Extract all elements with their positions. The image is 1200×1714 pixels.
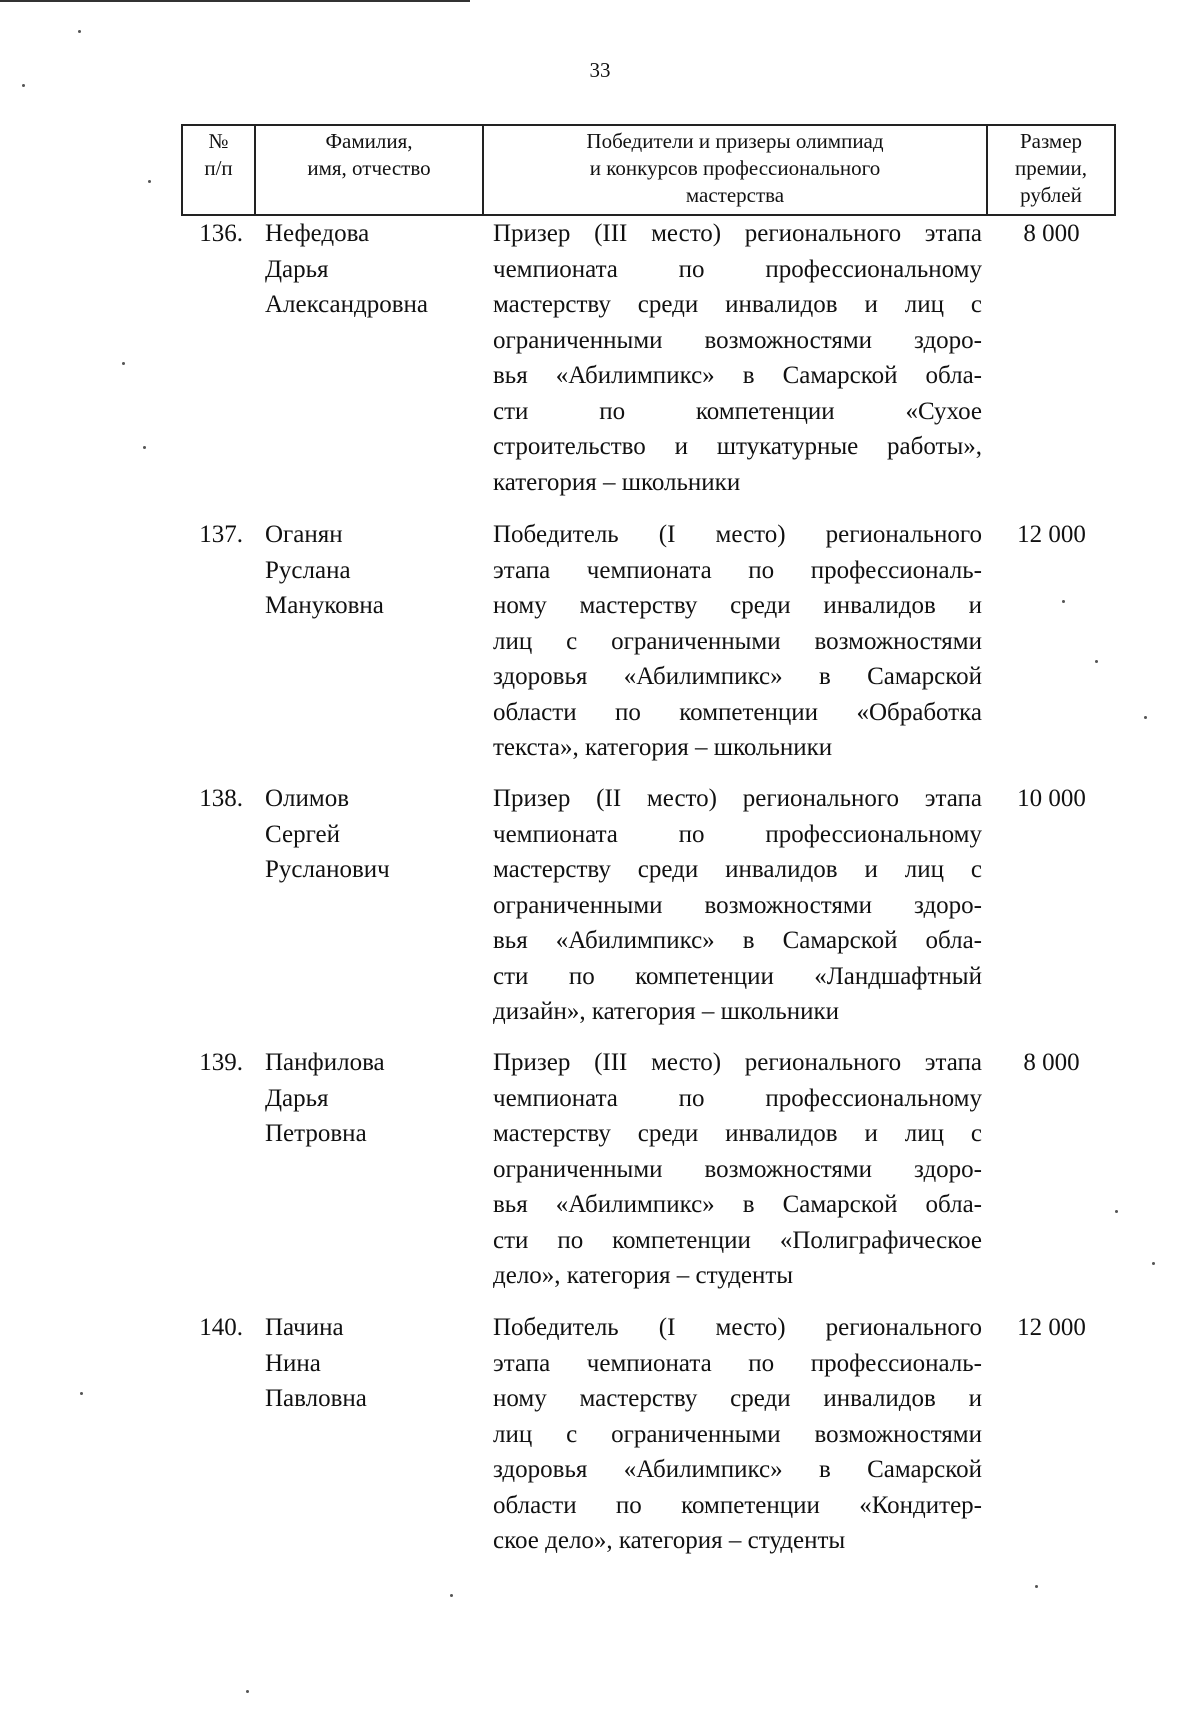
- description-line: чемпионата по профессиональному: [493, 255, 982, 283]
- description-line: Призер (III место) регионального этапа: [493, 1049, 982, 1076]
- first-name: Сергей: [265, 820, 340, 848]
- description-line: вья «Абилимпикс» в Самарской обла-: [493, 1191, 982, 1218]
- description-line: ограниченными возможностями здоро-: [493, 891, 982, 919]
- header-winners-line: мастерства: [685, 183, 785, 207]
- scan-speck: [148, 180, 151, 183]
- header-winners: [483, 125, 987, 215]
- row-full-name: [265, 781, 475, 888]
- scan-speck: [1062, 600, 1065, 603]
- header-number: [182, 125, 255, 215]
- header-full-name-line: имя, отчество: [307, 156, 431, 180]
- description-line: сти по компетенции «Сухое: [493, 397, 982, 425]
- row-prize-amount: 8 000: [1023, 1049, 1080, 1076]
- first-name: Нина: [265, 1349, 321, 1377]
- scan-speck: [22, 84, 25, 87]
- description-line: лиц с ограниченными возможностями: [493, 627, 982, 655]
- patronymic: Александровна: [265, 291, 429, 318]
- description-line: лиц с ограниченными возможностями: [493, 1420, 982, 1448]
- surname: Оганян: [265, 521, 343, 548]
- description-line: чемпионата по профессиональному: [493, 1084, 982, 1112]
- description-line: текста», категория – школьники: [493, 734, 833, 761]
- description-line: вья «Абилимпикс» в Самарской обла-: [493, 927, 982, 954]
- scan-speck: [143, 446, 146, 449]
- scan-speck: [1095, 660, 1098, 663]
- scan-speck: [450, 1594, 453, 1597]
- description-line: этапа чемпионата по профессиональ-: [493, 556, 982, 584]
- header-prize-amount: [987, 125, 1115, 215]
- row-description: [493, 216, 982, 500]
- patronymic: Павловна: [265, 1385, 367, 1412]
- first-name: Дарья: [265, 1084, 329, 1112]
- description-line: этапа чемпионата по профессиональ-: [493, 1349, 982, 1377]
- scan-speck: [122, 362, 125, 365]
- scan-speck: [246, 1690, 249, 1693]
- patronymic: Петровна: [265, 1120, 367, 1147]
- description-line: дизайн», категория – школьники: [493, 998, 840, 1025]
- scan-speck: [1035, 1585, 1038, 1588]
- surname: Пачина: [265, 1314, 344, 1341]
- description-line: Победитель (I место) регионального: [493, 521, 982, 548]
- row-full-name: [265, 517, 475, 624]
- header-full-name: [255, 125, 483, 215]
- description-line: строительство и штукатурные работы»,: [493, 433, 982, 460]
- row-number: 137.: [199, 521, 243, 548]
- description-line: дело», категория – студенты: [493, 1262, 794, 1289]
- header-winners-line: Победители и призеры олимпиад: [586, 129, 884, 153]
- header-prize-line: Размер: [1019, 129, 1083, 153]
- surname: Панфилова: [265, 1049, 385, 1076]
- row-full-name: [265, 1045, 475, 1152]
- row-description: [493, 781, 982, 1030]
- description-line: области по компетенции «Кондитер-: [493, 1491, 982, 1519]
- description-line: ному мастерству среди инвалидов и: [493, 1385, 982, 1412]
- description-line: сти по компетенции «Ландшафтный: [493, 962, 982, 990]
- row-full-name: [265, 216, 475, 323]
- patronymic: Русланович: [265, 856, 390, 883]
- first-name: Дарья: [265, 255, 329, 283]
- header-full-name-line: Фамилия,: [325, 129, 413, 153]
- table-header: [181, 124, 1116, 216]
- row-number: 136.: [199, 220, 243, 247]
- scan-top-rule: [0, 0, 470, 2]
- row-description: [493, 1310, 982, 1559]
- patronymic: Мануковна: [265, 592, 384, 619]
- description-line: чемпионата по профессиональному: [493, 820, 982, 848]
- description-line: области по компетенции «Обработка: [493, 698, 982, 726]
- scan-speck: [1152, 1262, 1155, 1265]
- surname: Олимов: [265, 785, 350, 812]
- description-line: сти по компетенции «Полиграфическое: [493, 1226, 982, 1254]
- description-line: ному мастерству среди инвалидов и: [493, 592, 982, 619]
- description-line: ограниченными возможностями здоро-: [493, 326, 982, 354]
- header-winners-line: и конкурсов профессионального: [589, 156, 881, 180]
- row-prize-amount: 12 000: [1017, 1314, 1086, 1341]
- row-prize-amount: 12 000: [1017, 521, 1086, 548]
- page-number: 33: [589, 58, 611, 82]
- scan-speck: [80, 1392, 83, 1395]
- description-line: здоровья «Абилимпикс» в Самарской: [493, 663, 982, 690]
- scan-speck: [78, 30, 81, 33]
- header-number-line: №: [208, 129, 229, 153]
- surname: Нефедова: [265, 220, 370, 247]
- description-line: ограниченными возможностями здоро-: [493, 1155, 982, 1183]
- row-prize-amount: 8 000: [1023, 220, 1080, 247]
- header-number-line: п/п: [204, 156, 233, 180]
- description-line: мастерству среди инвалидов и лиц с: [493, 856, 982, 883]
- description-line: вья «Абилимпикс» в Самарской обла-: [493, 362, 982, 389]
- description-line: здоровья «Абилимпикс» в Самарской: [493, 1456, 982, 1483]
- description-line: категория – школьники: [493, 468, 741, 496]
- row-number: 138.: [199, 785, 243, 812]
- row-description: [493, 1045, 982, 1294]
- header-prize-line: премии,: [1014, 156, 1088, 180]
- row-full-name: [265, 1310, 475, 1417]
- scan-speck: [1144, 716, 1147, 719]
- row-description: [493, 517, 982, 766]
- description-line: Призер (III место) регионального этапа: [493, 220, 982, 247]
- first-name: Руслана: [265, 556, 351, 584]
- description-line: мастерству среди инвалидов и лиц с: [493, 291, 982, 318]
- description-line: мастерству среди инвалидов и лиц с: [493, 1120, 982, 1147]
- header-prize-line: рублей: [1020, 183, 1082, 207]
- row-number: 139.: [199, 1049, 243, 1076]
- row-prize-amount: 10 000: [1017, 785, 1086, 812]
- scan-speck: [1115, 1210, 1118, 1213]
- description-line: Победитель (I место) регионального: [493, 1314, 982, 1341]
- description-line: ское дело», категория – студенты: [493, 1527, 846, 1554]
- row-number: 140.: [199, 1314, 243, 1341]
- description-line: Призер (II место) регионального этапа: [493, 785, 982, 812]
